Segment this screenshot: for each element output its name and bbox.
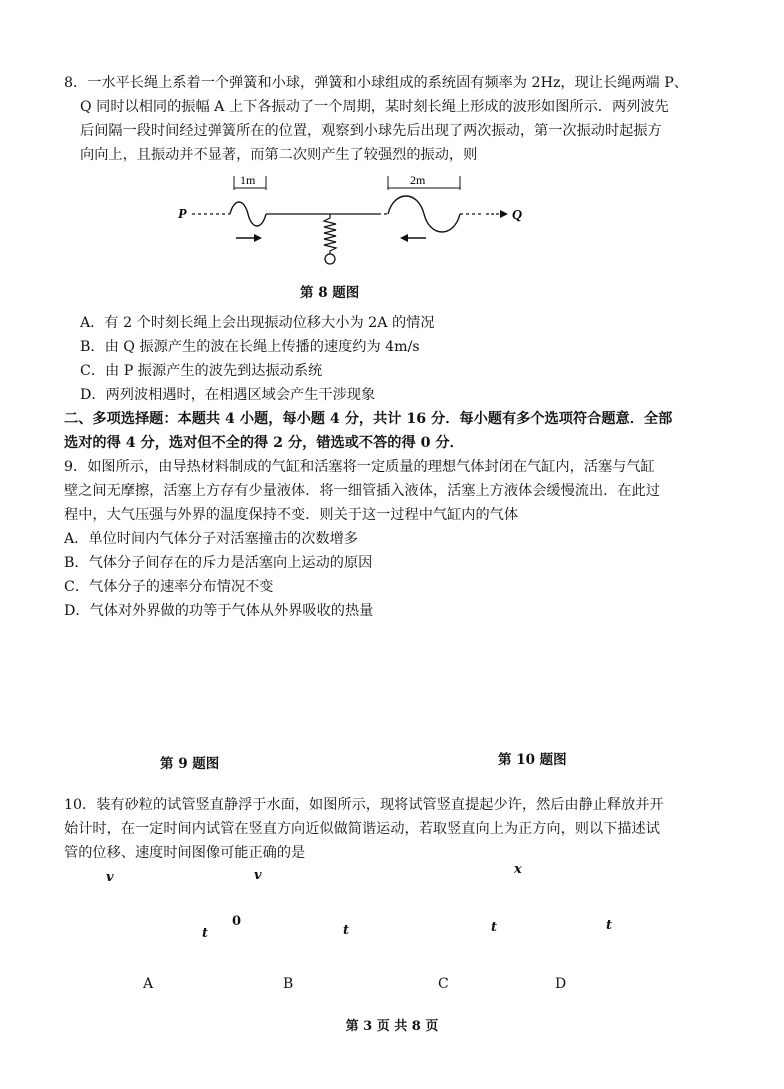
ball [325, 254, 335, 264]
left-wave [230, 202, 266, 226]
arrow-left [400, 234, 408, 242]
fig10-caption: 第 10 题图 [498, 752, 567, 768]
q8-line-4: 向向上，且振动并不显著，而第二次则产生了较强烈的振动，则 [80, 147, 478, 163]
right-wave [388, 196, 460, 232]
label-q: Q [512, 208, 523, 223]
section2-line-2: 选对的得 4 分，选对但不全的得 2 分，错选或不答的得 0 分． [64, 435, 464, 451]
fig9-caption: 第 9 题图 [160, 756, 220, 772]
graph-b-v-label: v [254, 868, 262, 883]
graph-b-t-label: t [343, 923, 350, 938]
graph-d-t-label: t [606, 918, 613, 933]
q8-line-3: 后间隔一段时间经过弹簧所在的位置，观察到小球先后出现了两次振动，第一次振动时起振方 [80, 123, 662, 139]
q8-option-a: A．有 2 个时刻长绳上会出现振动位移大小为 2A 的情况 [80, 315, 435, 331]
q9-option-d: D．气体对外界做的功等于气体从外界吸收的热量 [64, 603, 374, 619]
dim-label-2m: 2m [410, 173, 426, 187]
q9-line-2: 壁之间无摩擦，活塞上方存有少量液体．将一细管插入液体，活塞上方液体会缓慢流出．在此过 [64, 483, 660, 499]
arrow-head-q [500, 210, 508, 218]
fig8-caption: 第 8 题图 [300, 285, 360, 301]
choice-c: C [438, 976, 449, 992]
graph-a-t-label: t [202, 926, 209, 941]
q9-option-a: A．单位时间内气体分子对活塞撞击的次数增多 [64, 531, 358, 547]
graph-c-x-label: x [514, 862, 522, 877]
label-p: P [178, 207, 187, 222]
choice-b: B [283, 976, 294, 992]
choice-a: A [143, 976, 154, 992]
q10-line-2: 始计时，在一定时间内试管在竖直方向近似做简谐运动，若取竖直向上为正方向，则以下描述试 [64, 821, 660, 837]
q8-option-c: C．由 P 振源产生的波先到达振动系统 [80, 363, 323, 379]
graph-origin-label: 0 [232, 914, 242, 929]
page-footer: 第 3 页 共 8 页 [345, 1019, 439, 1034]
q9-option-c: C．气体分子的速率分布情况不变 [64, 579, 274, 595]
q8-line-1: 8．一水平长绳上系着一个弹簧和小球，弹簧和小球组成的系统固有频率为 2Hz，现让长绳两端 P、 [64, 75, 688, 91]
q10-line-3: 管的位移、速度时间图像可能正确的是 [64, 845, 306, 861]
arrow-right [254, 234, 262, 242]
section2-line-1: 二、多项选择题：本题共 4 小题，每小题 4 分，共计 16 分．每小题有多个选项符合题意．全部 [64, 411, 673, 427]
q9-option-b: B．气体分子间存在的斥力是活塞向上运动的原因 [64, 555, 373, 571]
wave-figure [170, 168, 530, 272]
graph-c-t-label: t [491, 920, 498, 935]
q8-option-d: D．两列波相遇时，在相遇区域会产生干涉现象 [80, 387, 376, 403]
dim-label-1m: 1m [240, 173, 256, 187]
q8-line-2: Q 同时以相同的振幅 A 上下各振动了一个周期，某时刻长绳上形成的波形如图所示．两列波先 [80, 99, 669, 115]
q8-option-b: B．由 Q 振源产生的波在长绳上传播的速度约为 4m/s [80, 339, 420, 355]
graph-a-v-label: v [106, 870, 114, 885]
spring [324, 214, 336, 254]
q10-line-1: 10．装有砂粒的试管竖直静浮于水面，如图所示，现将试管竖直提起少许，然后由静止释放并开 [64, 797, 664, 813]
q9-line-1: 9．如图所示，由导热材料制成的气缸和活塞将一定质量的理想气体封闭在气缸内，活塞与气缸 [64, 459, 655, 475]
q9-line-3: 程中，大气压强与外界的温度保持不变．则关于这一过程中气缸内的气体 [64, 507, 519, 523]
choice-d: D [555, 976, 567, 992]
